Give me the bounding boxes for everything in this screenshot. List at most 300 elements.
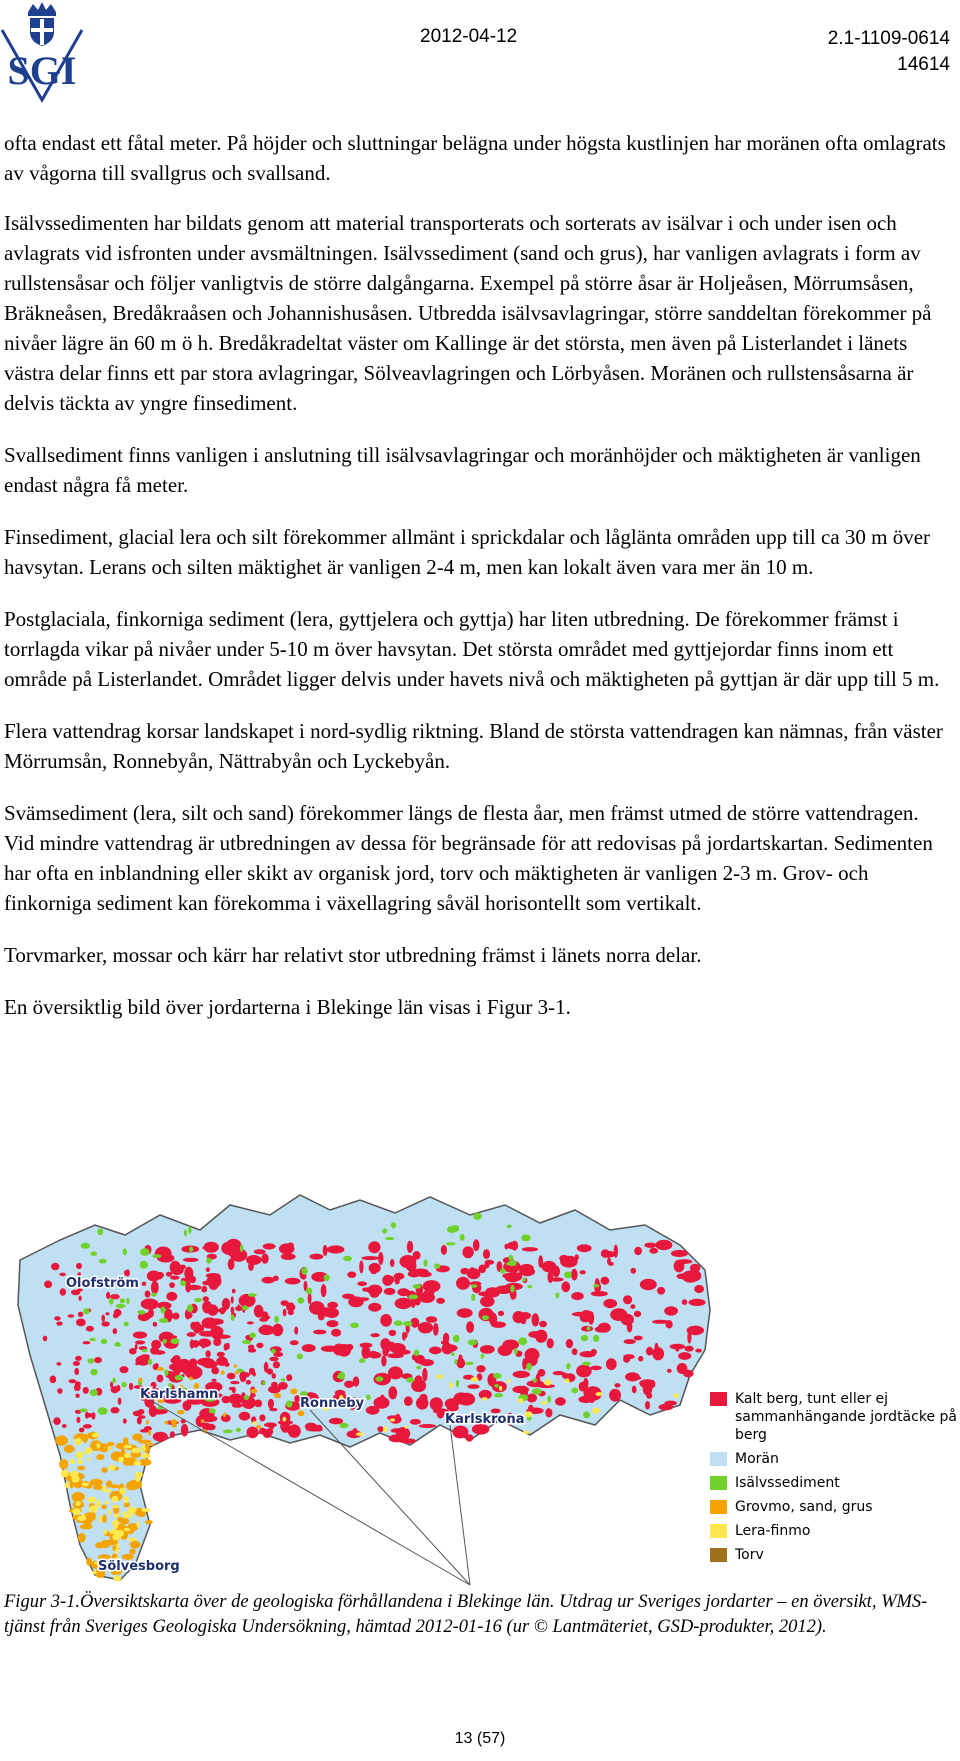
map-patch (685, 1346, 694, 1352)
map-patch (172, 1424, 177, 1428)
map-patch (321, 1346, 338, 1352)
sgi-logo (0, 0, 85, 104)
map-patch (57, 1388, 62, 1394)
map-patch (110, 1382, 113, 1388)
map-patch (442, 1343, 453, 1354)
map-patch (665, 1320, 672, 1328)
map-patch (382, 1347, 388, 1356)
map-patch (571, 1388, 578, 1394)
map-patch (382, 1275, 393, 1286)
map-patch (523, 1431, 531, 1434)
map-patch (89, 1505, 98, 1512)
map-patch (493, 1373, 501, 1379)
map-patch (175, 1375, 184, 1380)
map-patch (76, 1417, 80, 1423)
map-patch (471, 1284, 478, 1287)
map-patch (575, 1254, 579, 1260)
map-patch (483, 1249, 490, 1259)
legend-item (710, 1474, 960, 1492)
map-patch (188, 1226, 191, 1233)
map-patch (601, 1251, 616, 1258)
legend-label: Isälvssediment (735, 1475, 840, 1491)
figure-caption: Figur 3-1.Översiktskarta över de geologiska förhållandena i Blekinge län. Utdrag ur Sveriges jordarter – en översikt, WMS-tjänst från Sveriges Geologiska Undersökning, hämtad 2012-01-16 (ur © Lantmäteriet, GSD-produkter, 2012). (4, 1592, 928, 1637)
map-patch (634, 1336, 643, 1341)
map-patch (129, 1383, 133, 1390)
map-patch (187, 1285, 202, 1290)
map-patch (87, 1497, 96, 1503)
map-patch (313, 1330, 326, 1335)
map-patch (99, 1259, 107, 1264)
map-patch (683, 1370, 694, 1378)
map-patch (90, 1389, 98, 1396)
map-patch (510, 1285, 514, 1293)
map-patch (671, 1250, 688, 1257)
map-patch (56, 1362, 61, 1366)
map-patch (101, 1505, 107, 1510)
map-patch (118, 1531, 123, 1536)
map-patch (135, 1344, 138, 1350)
map-patch (527, 1285, 532, 1288)
map-patch (520, 1264, 534, 1273)
map-patch (571, 1292, 584, 1300)
map-patch (232, 1387, 236, 1394)
map-patch (445, 1398, 459, 1409)
map-patch (265, 1428, 273, 1435)
map-patch (294, 1327, 298, 1335)
map-patch (532, 1388, 542, 1394)
map-patch (434, 1263, 440, 1269)
map-patch (290, 1340, 299, 1345)
map-patch (645, 1401, 650, 1410)
map-patch (581, 1335, 588, 1341)
map-patch (129, 1549, 136, 1555)
paragraph: Postglaciala, finkorniga sediment (lera, gyttjelera och gyttja) har liten utbredning. De förekommer främst i torrlagda vikar på nivåer under 5-10 m över havsytan. Det största området med gyttjejordar finns inom ett område på Listerlandet. Området ligger delvis under havets nivå och mäktigheten på gyttjan är där upp till 5 m. (4, 607, 940, 691)
map-patch (253, 1372, 256, 1377)
map-patch (134, 1461, 141, 1466)
map-patch (286, 1374, 292, 1381)
map-patch (59, 1273, 66, 1277)
map-patch (422, 1368, 427, 1382)
map-patch (189, 1246, 193, 1252)
map-patch (682, 1271, 699, 1283)
map-patch (525, 1411, 533, 1417)
map-patch (157, 1367, 164, 1371)
map-patch (632, 1386, 637, 1394)
map-patch (670, 1344, 686, 1350)
map-patch (370, 1351, 377, 1356)
map-patch (571, 1269, 578, 1281)
map-patch (331, 1329, 341, 1337)
map-patch (290, 1388, 297, 1394)
map-patch (164, 1421, 168, 1424)
legend-label: Lera-finmo (735, 1523, 811, 1539)
map-patch (230, 1381, 239, 1384)
town-label-karlskrona: Karlskrona (445, 1412, 525, 1427)
map-patch (83, 1434, 88, 1443)
map-patch (512, 1386, 529, 1393)
map-patch (171, 1357, 179, 1363)
map-patch (248, 1293, 257, 1297)
paragraph: Finsediment, glacial lera och silt förekommer allmänt i sprickdalar och låglänta områden upp till ca 30 m över havsytan. Lerans och silten mäktighet är vanligen 2-4 m, men kan lokalt även vara mer än 10 m. (4, 525, 931, 579)
map-patch (206, 1358, 211, 1363)
map-patch (419, 1424, 437, 1428)
map-patch (339, 1423, 348, 1429)
map-patch (687, 1331, 691, 1343)
map-patch (471, 1294, 475, 1301)
map-patch (82, 1514, 86, 1518)
map-patch (368, 1303, 381, 1312)
map-patch (124, 1496, 129, 1503)
map-patch (433, 1323, 439, 1336)
map-patch (76, 1319, 86, 1327)
map-patch (116, 1385, 120, 1392)
map-patch (366, 1395, 371, 1400)
map-patch (667, 1369, 672, 1373)
map-patch (406, 1377, 414, 1382)
map-patch (596, 1392, 603, 1396)
legend-swatch (710, 1500, 727, 1514)
map-patch (482, 1315, 489, 1320)
map-patch (593, 1335, 599, 1342)
map-patch (221, 1370, 225, 1375)
map-patch (262, 1381, 265, 1385)
map-patch (458, 1354, 462, 1362)
map-patch (414, 1350, 419, 1357)
map-patch (124, 1445, 133, 1448)
map-patch (209, 1318, 224, 1325)
map-patch (580, 1313, 591, 1323)
document-date: 2012-04-12 (420, 26, 518, 47)
map-patch (368, 1241, 380, 1253)
map-patch (283, 1309, 287, 1317)
map-patch (454, 1359, 457, 1364)
map-patch (54, 1316, 61, 1320)
map-patch (159, 1318, 169, 1323)
map-patch (297, 1354, 303, 1360)
map-patch (133, 1332, 147, 1339)
map-patch (96, 1454, 104, 1460)
map-patch (269, 1357, 278, 1362)
legend-item (710, 1522, 960, 1540)
map-patch (209, 1408, 216, 1413)
map-patch (114, 1309, 122, 1317)
map-patch (566, 1339, 573, 1348)
map-patch (576, 1365, 592, 1378)
map-patch (506, 1262, 513, 1265)
map-patch (170, 1276, 180, 1280)
map-patch (161, 1306, 166, 1313)
map-patch (95, 1542, 104, 1548)
map-patch (356, 1432, 364, 1436)
map-patch (542, 1261, 557, 1273)
map-patch (527, 1394, 538, 1403)
map-patch (548, 1271, 554, 1283)
map-patch (583, 1387, 588, 1397)
map-patch (375, 1376, 383, 1381)
map-patch (123, 1418, 127, 1423)
map-patch (114, 1342, 120, 1347)
map-patch (90, 1252, 97, 1256)
map-patch (140, 1261, 148, 1269)
map-patch (247, 1321, 254, 1324)
map-patch (370, 1265, 378, 1274)
map-patch (164, 1369, 168, 1376)
map-patch (192, 1366, 199, 1373)
map-patch (206, 1258, 211, 1264)
map-patch (136, 1521, 139, 1528)
map-patch (274, 1393, 281, 1398)
map-patch (362, 1346, 368, 1359)
map-patch (350, 1323, 359, 1328)
map-patch (590, 1366, 602, 1371)
map-patch (153, 1322, 158, 1327)
map-patch (111, 1407, 120, 1413)
map-patch (306, 1288, 313, 1295)
map-patch (298, 1410, 305, 1416)
map-patch (491, 1322, 506, 1328)
legend-label: Kalt berg, tunt eller ej sammanhängande jordtäcke på berg (735, 1391, 957, 1443)
map-patch (263, 1243, 276, 1249)
map-patch (74, 1438, 82, 1445)
legend-label: Torv (735, 1547, 764, 1563)
map-patch (623, 1354, 635, 1359)
map-patch (82, 1341, 90, 1344)
map-patch (451, 1352, 454, 1356)
map-patch (205, 1350, 210, 1357)
map-patch (267, 1369, 273, 1375)
logo-text: SGI (7, 48, 77, 93)
map-patch (308, 1293, 312, 1304)
map-patch (528, 1408, 543, 1412)
map-patch (213, 1338, 221, 1346)
map-patch (142, 1349, 148, 1352)
map-patch (162, 1339, 167, 1344)
map-patch (231, 1314, 235, 1321)
map-patch (592, 1408, 599, 1414)
map-patch (547, 1338, 554, 1348)
map-patch (171, 1338, 180, 1344)
map-patch (232, 1289, 236, 1294)
reference-number-primary: 2.1-1109-0614 (827, 28, 950, 49)
map-patch (535, 1330, 547, 1343)
map-patch (561, 1281, 570, 1292)
map-patch (120, 1366, 129, 1373)
map-patch (418, 1322, 433, 1333)
map-patch (465, 1362, 474, 1365)
map-patch (480, 1296, 495, 1307)
map-patch (453, 1335, 460, 1343)
map-patch (126, 1298, 129, 1305)
map-patch (498, 1311, 504, 1316)
map-patch (273, 1276, 279, 1282)
map-patch (101, 1315, 105, 1322)
map-patch (272, 1373, 276, 1379)
map-patch (148, 1359, 153, 1365)
map-patch (231, 1307, 235, 1314)
map-patch (75, 1356, 82, 1361)
map-patch (580, 1270, 586, 1274)
map-patch (481, 1354, 485, 1359)
map-patch (634, 1247, 642, 1255)
map-patch (206, 1267, 210, 1272)
map-patch (259, 1428, 266, 1435)
map-patch (141, 1508, 151, 1512)
map-patch (177, 1410, 185, 1414)
map-patch (190, 1322, 196, 1330)
map-patch (112, 1496, 119, 1503)
map-patch (197, 1325, 204, 1332)
map-patch (347, 1272, 356, 1278)
map-patch (673, 1393, 678, 1398)
map-patch (385, 1237, 395, 1240)
map-patch (437, 1374, 444, 1379)
map-patch (226, 1343, 230, 1350)
map-patch (187, 1332, 196, 1337)
legend-label: Morän (735, 1451, 779, 1467)
map-patch (664, 1306, 678, 1315)
map-patch (98, 1407, 108, 1415)
map-patch (384, 1288, 396, 1295)
map-patch (507, 1242, 518, 1250)
map-patch (105, 1501, 109, 1504)
map-patch (170, 1261, 181, 1274)
map-patch (310, 1254, 324, 1260)
map-patch (170, 1431, 175, 1438)
map-patch (202, 1342, 206, 1349)
map-patch (654, 1343, 658, 1355)
paragraph: ofta endast ett fåtal meter. På höjder och sluttningar belägna under högsta kustlinjen har moränen ofta omlagrats av vågorna till svallgrus och svallsand. (4, 131, 946, 185)
map-patch (269, 1408, 277, 1411)
map-patch (482, 1397, 488, 1401)
map-patch (79, 1409, 87, 1413)
map-patch (533, 1378, 537, 1383)
map-patch (89, 1338, 95, 1341)
map-patch (242, 1306, 249, 1311)
map-patch (403, 1321, 412, 1326)
map-patch (288, 1310, 294, 1315)
map-patch (682, 1299, 688, 1305)
map-patch (106, 1292, 110, 1299)
map-patch (79, 1295, 82, 1301)
map-patch (96, 1500, 100, 1508)
map-patch (228, 1258, 235, 1270)
map-patch (151, 1293, 157, 1297)
map-patch (144, 1300, 151, 1305)
map-patch (166, 1292, 177, 1301)
map-patch (244, 1395, 249, 1400)
map-patch (278, 1382, 288, 1390)
map-patch (518, 1337, 527, 1345)
map-patch (128, 1514, 132, 1518)
map-patch (86, 1413, 93, 1418)
map-patch (256, 1425, 261, 1429)
map-patch (105, 1312, 109, 1315)
map-patch (77, 1466, 85, 1471)
map-patch (325, 1308, 339, 1318)
map-patch (68, 1314, 75, 1318)
map-patch (538, 1255, 543, 1268)
map-patch (88, 1458, 91, 1461)
map-patch (591, 1349, 597, 1355)
map-patch (337, 1375, 344, 1379)
map-patch (389, 1330, 397, 1336)
map-patch (75, 1394, 79, 1398)
map-patch (452, 1426, 468, 1439)
map-patch (254, 1249, 266, 1254)
map-patch (343, 1256, 352, 1261)
map-patch (83, 1424, 92, 1428)
map-patch (391, 1428, 404, 1433)
map-patch (259, 1414, 265, 1421)
map-patch (242, 1372, 250, 1377)
map-patch (222, 1298, 230, 1310)
map-patch (424, 1259, 428, 1266)
map-patch (55, 1435, 68, 1445)
map-patch (507, 1225, 512, 1228)
map-patch (553, 1371, 565, 1375)
map-patch (217, 1328, 223, 1334)
map-patch (76, 1451, 84, 1459)
map-patch (566, 1363, 570, 1370)
map-patch (172, 1313, 179, 1320)
map-patch (316, 1425, 323, 1432)
map-patch (250, 1393, 256, 1397)
map-patch (115, 1548, 119, 1554)
map-patch (171, 1419, 178, 1424)
map-patch (625, 1372, 640, 1381)
map-patch (508, 1255, 513, 1261)
map-patch (286, 1400, 293, 1407)
map-patch (153, 1432, 168, 1442)
map-patch (606, 1358, 617, 1370)
town-label-ronneby: Ronneby (300, 1396, 365, 1411)
map-patch (202, 1301, 212, 1314)
map-patch (113, 1576, 121, 1582)
map-patch (302, 1344, 316, 1352)
map-patch (598, 1323, 611, 1333)
map-patch (638, 1356, 643, 1362)
map-patch (462, 1246, 473, 1258)
map-patch (498, 1345, 513, 1356)
map-patch (248, 1262, 254, 1271)
map-patch (145, 1291, 151, 1298)
map-patch (327, 1302, 338, 1309)
map-patch (192, 1340, 199, 1348)
map-patch (124, 1322, 129, 1327)
map-patch (249, 1333, 256, 1339)
map-patch (86, 1558, 92, 1566)
map-patch (555, 1292, 559, 1298)
map-patch (157, 1375, 164, 1383)
map-patch (203, 1296, 209, 1301)
map-patch (234, 1365, 237, 1368)
map-patch (326, 1320, 338, 1327)
map-patch (156, 1272, 164, 1278)
map-patch (93, 1485, 103, 1490)
map-patch (237, 1304, 240, 1311)
map-patch (630, 1304, 635, 1309)
map-patch (394, 1320, 403, 1326)
map-patch (388, 1386, 397, 1399)
map-patch (539, 1321, 547, 1328)
map-patch (145, 1520, 153, 1524)
map-patch (92, 1433, 99, 1438)
map-patch (607, 1258, 611, 1265)
map-patch (107, 1447, 112, 1450)
map-patch (152, 1254, 161, 1258)
map-patch (141, 1354, 150, 1358)
map-patch (242, 1340, 251, 1344)
